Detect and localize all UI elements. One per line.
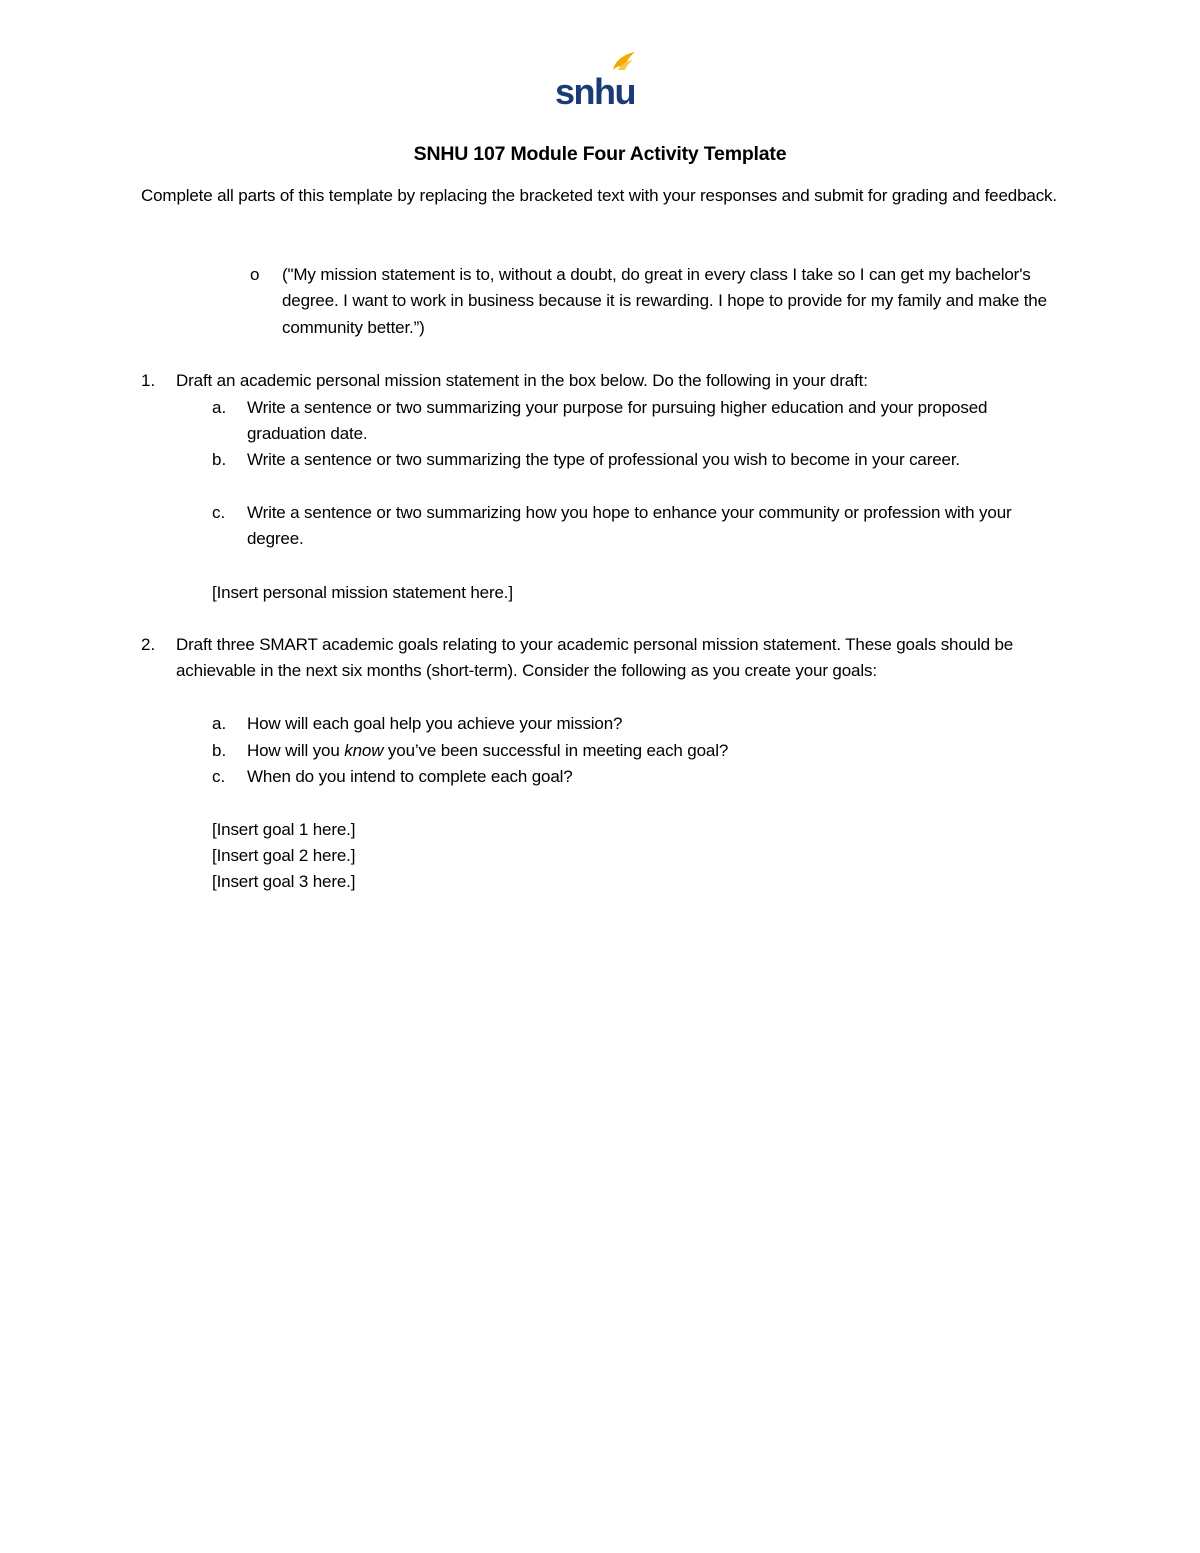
item-2-number: 2. [141, 635, 156, 654]
goal-3-placeholder[interactable]: [Insert goal 3 here.] [212, 872, 356, 891]
item-1b-text: Write a sentence or two summarizing the type of professional you wish to become in your career. [247, 450, 961, 469]
item-1a-letter: a. [212, 398, 227, 417]
item-1c-letter: c. [212, 503, 226, 522]
item-1b-letter: b. [212, 450, 227, 469]
item-2b-text-after: you’ve been successful in meeting each goal? [383, 741, 729, 760]
item-1-number: 1. [141, 371, 156, 390]
item-2a-letter: a. [212, 714, 227, 733]
bullet-marker: o [250, 265, 260, 284]
intro-paragraph: Complete all parts of this template by replacing the bracketed text with your responses and submit for grading and feedback. [141, 186, 1057, 205]
item-2b-letter: b. [212, 741, 227, 760]
goal-1-placeholder[interactable]: [Insert goal 1 here.] [212, 820, 356, 839]
item-1-text: Draft an academic personal mission statement in the box below. Do the following in your draft: [176, 371, 868, 390]
item-2-text: Draft three SMART academic goals relating to your academic personal mission statement. These goals should be achievable in the next six months (short-term). Consider the following as you create your goals: [176, 635, 1014, 681]
item-2b-text-before: How will you [247, 741, 345, 760]
logo-text: snhu [555, 71, 635, 108]
item-2c-text: When do you intend to complete each goal? [247, 767, 573, 786]
goal-2-placeholder[interactable]: [Insert goal 2 here.] [212, 846, 356, 865]
flame-icon [555, 48, 639, 108]
snhu-logo [555, 48, 639, 108]
item-2c-letter: c. [212, 767, 226, 786]
example-mission-statement: ("My mission statement is to, without a doubt, do great in every class I take so I can get my bachelor's degree. I want to work in business because it is rewarding. I hope to provide for my family and make the community better.”) [282, 265, 1047, 337]
document-title: SNHU 107 Module Four Activity Template [413, 143, 787, 165]
item-2b-emphasis: know [344, 741, 384, 760]
item-1c-text: Write a sentence or two summarizing how you hope to enhance your community or profession with your degree. [247, 503, 1012, 549]
item-2b-text [247, 738, 1057, 764]
mission-statement-placeholder[interactable]: [Insert personal mission statement here.] [212, 583, 513, 602]
item-1a-text: Write a sentence or two summarizing your purpose for pursuing higher education and your proposed graduation date. [247, 398, 988, 444]
item-2a-text: How will each goal help you achieve your mission? [247, 714, 623, 733]
